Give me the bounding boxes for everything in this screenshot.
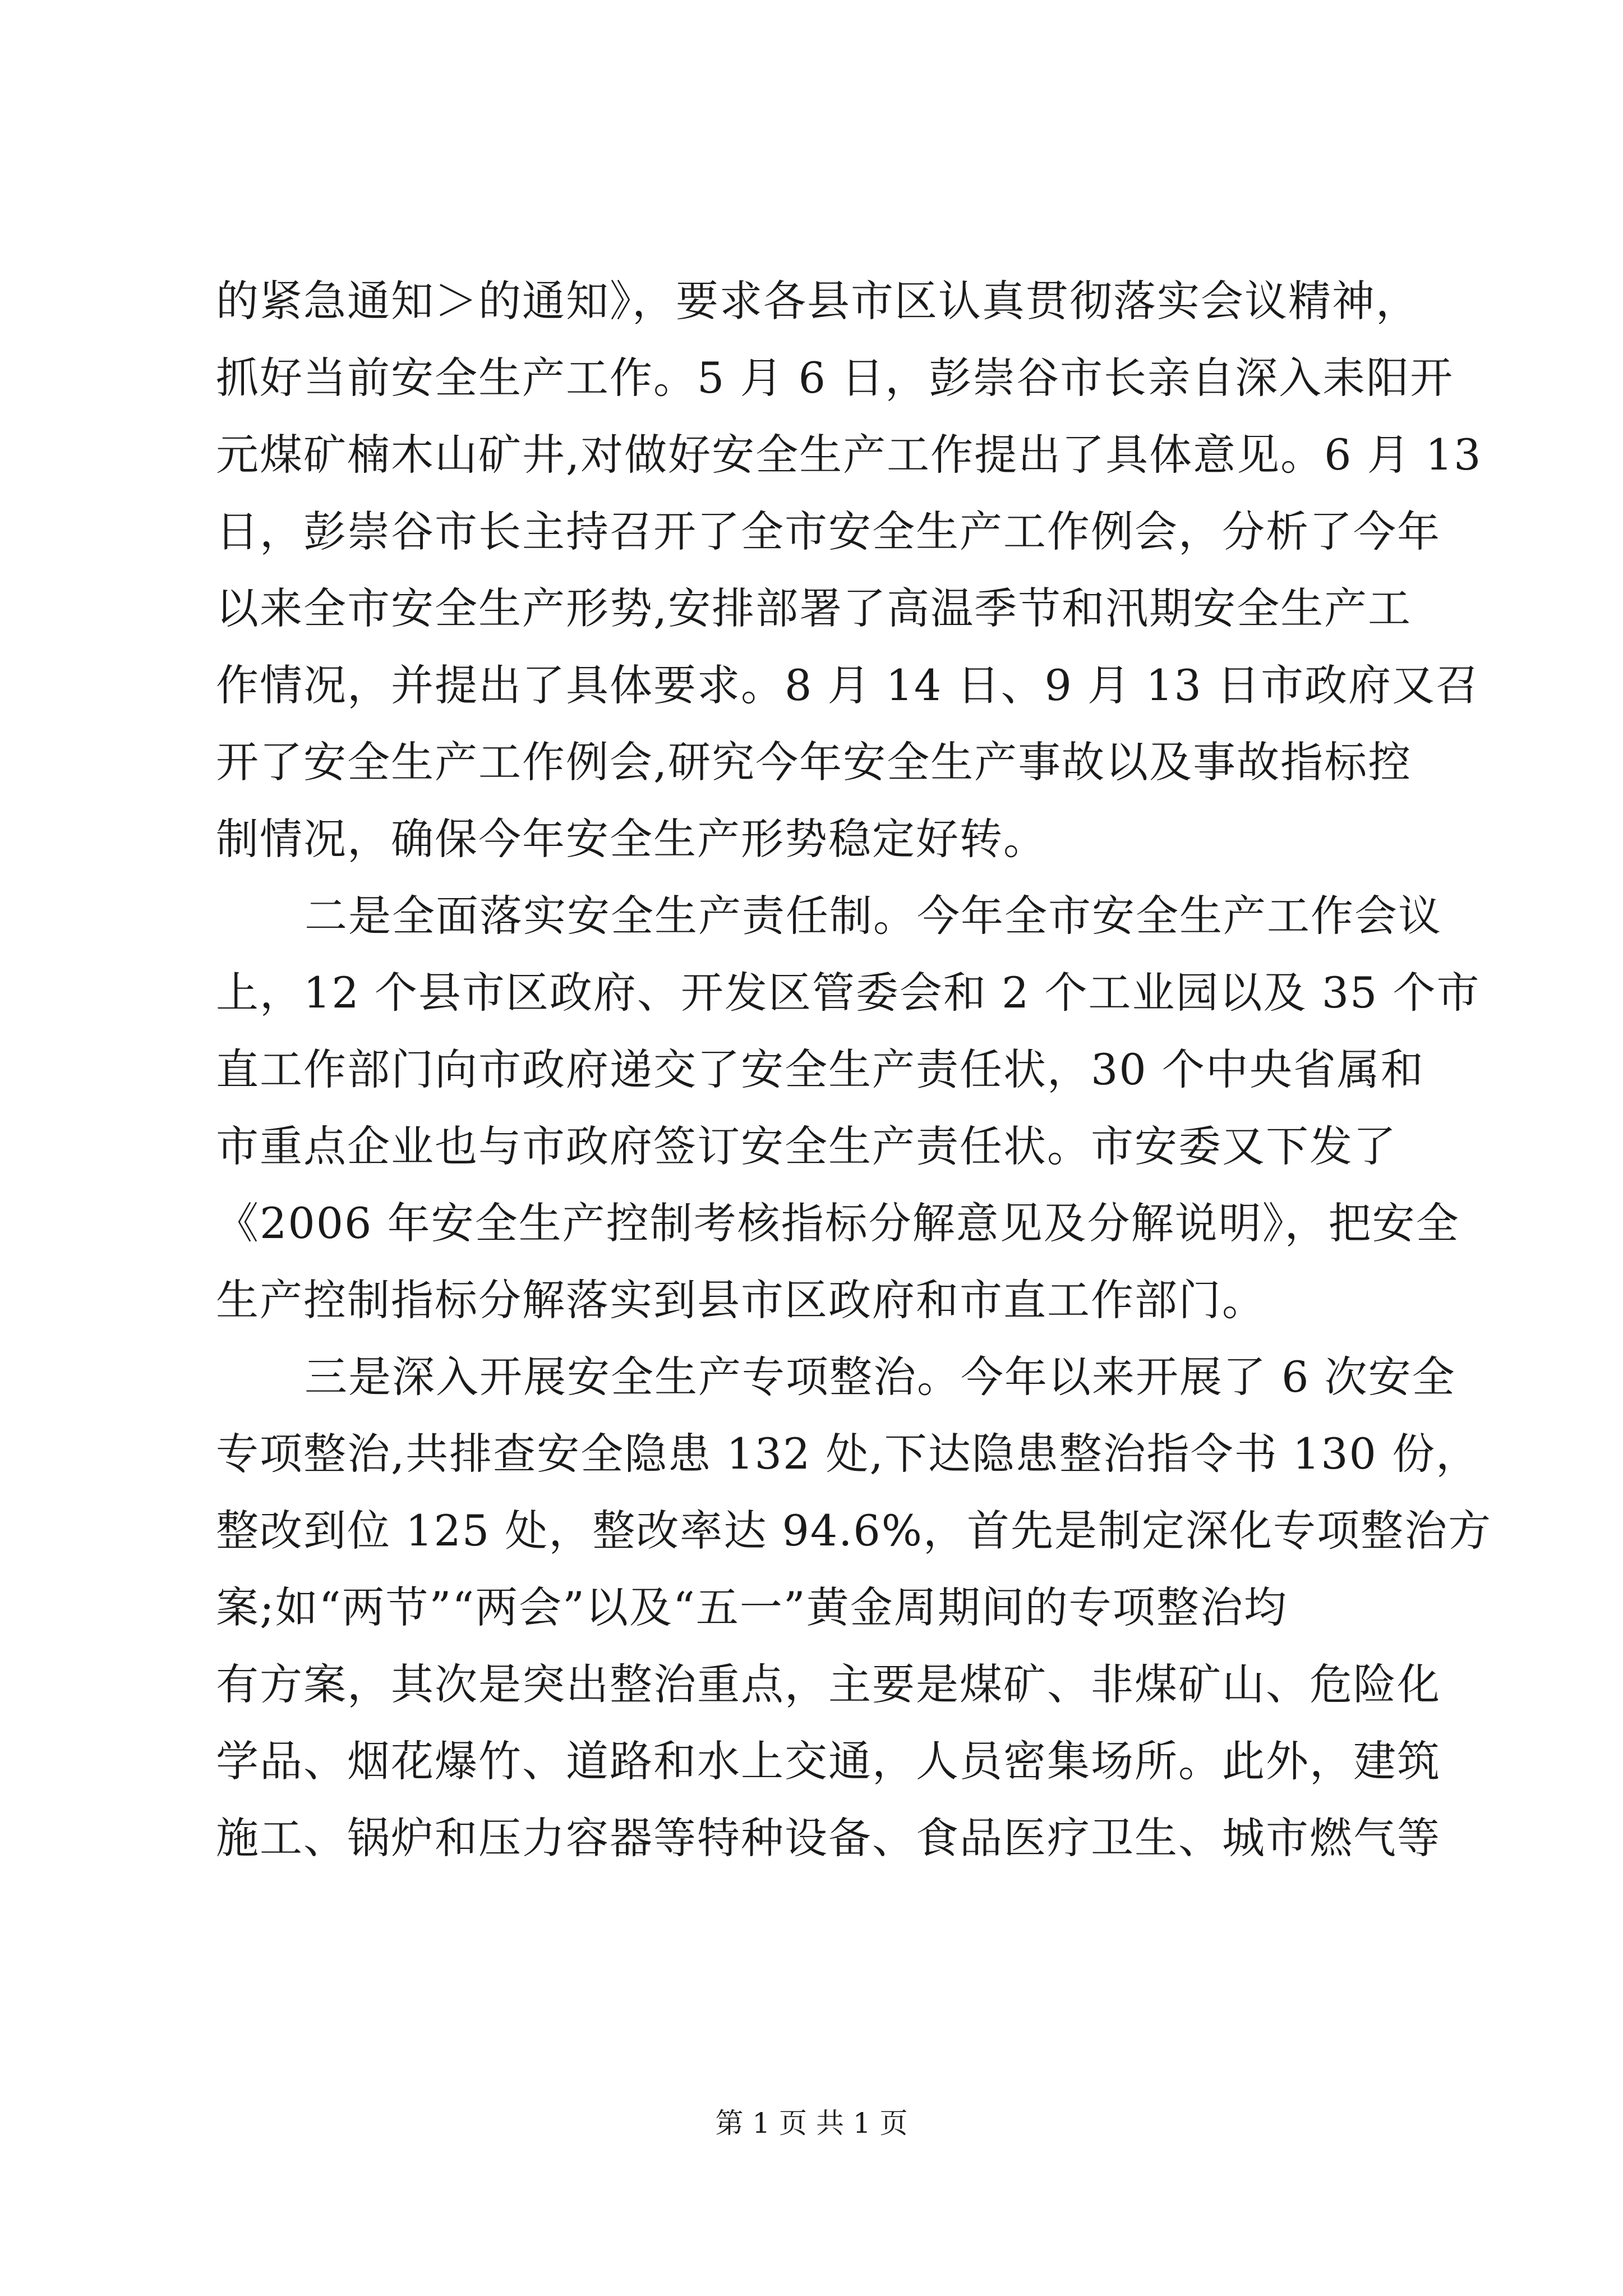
text-line: 整改到位 125 处，整改率达 94.6%，首先是制定深化专项整治方 bbox=[216, 1506, 1492, 1556]
text-line: 直工作部门向市政府递交了安全生产责任状，30 个中央省属和 bbox=[216, 1045, 1424, 1094]
text-line: 作情况，并提出了具体要求。8 月 14 日、9 月 13 日市政府又召 bbox=[216, 660, 1480, 710]
text-line: 日，彭崇谷市长主持召开了全市安全生产工作例会，分析了今年 bbox=[216, 507, 1441, 556]
text-line: 上，12 个县市区政府、开发区管委会和 2 个工业园以及 35 个市 bbox=[216, 968, 1481, 1018]
text-line: 市重点企业也与市政府签订安全生产责任状。市安委又下发了 bbox=[216, 1121, 1397, 1171]
text-line: 抓好当前安全生产工作。5 月 6 日，彭崇谷市长亲自深入耒阳开 bbox=[216, 353, 1454, 403]
text-line: 生产控制指标分解落实到县市区政府和市直工作部门。 bbox=[216, 1275, 1266, 1325]
page-footer: 第 1 页 共 1 页 bbox=[715, 2107, 908, 2139]
paragraph-first-line: 三是深入开展安全生产专项整治。今年以来开展了 6 次安全 bbox=[305, 1352, 1456, 1402]
text-line: 《2006 年安全生产控制考核指标分解意见及分解说明》，把安全 bbox=[216, 1198, 1460, 1248]
text-line: 学品、烟花爆竹、道路和水上交通，人员密集场所。此外，建筑 bbox=[216, 1736, 1441, 1786]
paragraph-first-line: 二是全面落实安全生产责任制。今年全市安全生产工作会议 bbox=[305, 891, 1442, 941]
text-line: 开了安全生产工作例会,研究今年安全生产事故以及事故指标控 bbox=[216, 737, 1412, 787]
text-line: 以来全市安全生产形势,安排部署了高温季节和汛期安全生产工 bbox=[216, 583, 1412, 633]
text-line: 专项整治,共排查安全隐患 132 处,下达隐患整治指令书 130 份， bbox=[216, 1429, 1480, 1479]
text-line: 案;如“两节”“两会”以及“五一”黄金周期间的专项整治均 bbox=[216, 1582, 1288, 1632]
text-line: 有方案，其次是突出整治重点，主要是煤矿、非煤矿山、危险化 bbox=[216, 1659, 1441, 1709]
text-line: 施工、锅炉和压力容器等特种设备、食品医疗卫生、城市燃气等 bbox=[216, 1813, 1441, 1863]
text-line: 的紧急通知＞的通知》，要求各县市区认真贯彻落实会议精神， bbox=[216, 276, 1419, 326]
text-line: 制情况，确保今年安全生产形势稳定好转。 bbox=[216, 814, 1047, 864]
text-line: 元煤矿楠木山矿井,对做好安全生产工作提出了具体意见。6 月 13 bbox=[216, 430, 1482, 480]
document-body bbox=[216, 263, 1492, 1876]
